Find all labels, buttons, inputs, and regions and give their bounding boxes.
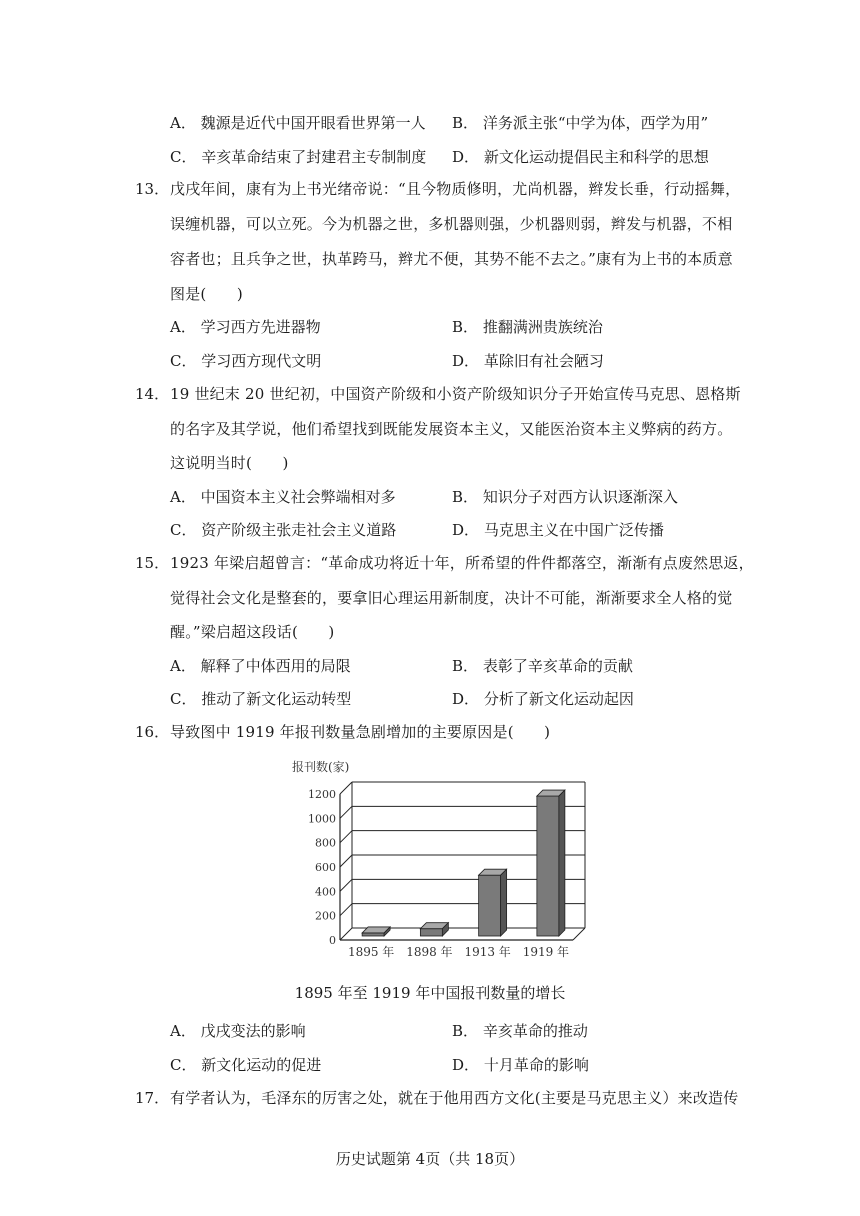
gridline-side (340, 879, 352, 891)
q15-option-a: A． 解释了中体西用的局限 (170, 657, 351, 675)
bar-side-3 (559, 790, 565, 936)
y-tick-label: 1000 (308, 812, 336, 826)
q12-option-d: D． 新文化运动提倡民主和科学的思想 (452, 148, 709, 166)
q13-stem-line: 容者也；且兵争之世，执革跨马，辫尤不便，其势不能不去之。”康有为上书的本质意 (170, 250, 733, 268)
q13-number: 13． (135, 180, 170, 198)
q14-option-b: B． 知识分子对西方认识逐渐深入 (452, 488, 678, 506)
q16-stem-line: 导致图中 1919 年报刊数量急剧增加的主要原因是( ) (170, 723, 551, 741)
q16-number: 16． (135, 723, 170, 741)
q12-option-c: C． 辛亥革命结束了封建君主专制制度 (170, 148, 427, 166)
gridline-side (340, 831, 352, 843)
y-tick-label: 200 (315, 909, 336, 923)
q13-stem-line: 戊戌年间，康有为上书光绪帝说：“且今物质修明，尤尚机器，辫发长垂，行动摇舞， (170, 180, 741, 198)
y-tick-label: 600 (315, 861, 336, 874)
bar-chart-svg (290, 757, 590, 972)
y-tick-label: 800 (315, 836, 336, 850)
q13-option-d: D． 革除旧有社会陋习 (452, 352, 604, 370)
gridline-side (340, 904, 352, 916)
y-tick-label: 1200 (308, 788, 336, 801)
q15-option-b: B． 表彰了辛亥革命的贡献 (452, 657, 633, 675)
x-tick-label: 1898 年 (406, 945, 453, 959)
q14-number: 14． (135, 385, 170, 403)
q12-option-b: B． 洋务派主张“中学为体，西学为用” (452, 114, 709, 132)
gridline-side (340, 855, 352, 867)
q13-stem-line: 图是( ) (170, 285, 243, 303)
chart-caption: 1895 年至 1919 年中国报刊数量的增长 (294, 984, 566, 1002)
bar-0 (362, 933, 384, 936)
q17-stem-line: 有学者认为，毛泽东的厉害之处，就在于他用西方文化(主要是马克思主义）来改造传 (170, 1089, 739, 1107)
y-axis-title: 报刊数(家) (292, 760, 350, 774)
q15-option-c: C． 推动了新文化运动转型 (170, 690, 352, 708)
q13-option-a: A． 学习西方先进器物 (170, 318, 321, 336)
q15-number: 15． (135, 554, 170, 572)
q14-stem-line: 这说明当时( ) (170, 454, 289, 472)
q17-number: 17． (135, 1089, 170, 1107)
q16-option-c: C． 新文化运动的促进 (170, 1056, 322, 1074)
y-tick-label: 0 (329, 934, 336, 947)
q14-stem-line: 19 世纪末 20 世纪初，中国资产阶级和小资产阶级知识分子开始宣传马克思、恩格斯 (170, 385, 741, 403)
q16-option-a: A． 戊戌变法的影响 (170, 1022, 306, 1040)
bar-side-2 (501, 869, 507, 936)
newspaper-count-chart (290, 757, 590, 972)
q13-option-b: B． 推翻满洲贵族统治 (452, 318, 603, 336)
q14-stem-line: 的名字及其学说，他们希望找到既能发展资本主义，又能医治资本主义弊病的药方。 (170, 420, 733, 438)
q12-option-a: A． 魏源是近代中国开眼看世界第一人 (170, 114, 426, 132)
q14-option-d: D． 马克思主义在中国广泛传播 (452, 521, 664, 539)
q13-stem-line: 误缠机器，可以立死。今为机器之世，多机器则强，少机器则弱，辫发与机器，不相 (170, 215, 733, 233)
bar-3 (537, 796, 559, 936)
x-tick-label: 1913 年 (464, 945, 511, 959)
q13-option-c: C． 学习西方现代文明 (170, 352, 322, 370)
q14-option-c: C． 资产阶级主张走社会主义道路 (170, 521, 397, 539)
q15-stem-line: 觉得社会文化是整套的，要拿旧心理运用新制度，决计不可能，渐渐要求全人格的觉 (170, 589, 733, 607)
q15-stem-line: 1923 年梁启超曾言：“革命成功将近十年，所希望的件件都落空，渐渐有点废然思返， (170, 554, 754, 572)
q15-stem-line: 醒。”梁启超这段话( ) (170, 623, 335, 641)
bar-1 (420, 929, 442, 936)
q14-option-a: A． 中国资本主义社会弊端相对多 (170, 488, 396, 506)
gridline-side (340, 806, 352, 818)
page-footer: 历史试题第 4页（共 18页） (335, 1150, 525, 1168)
x-tick-label: 1919 年 (522, 945, 570, 959)
q16-option-b: B． 辛亥革命的推动 (452, 1022, 588, 1040)
q15-option-d: D． 分析了新文化运动起因 (452, 690, 634, 708)
x-tick-label: 1895 年 (347, 945, 395, 959)
q16-option-d: D． 十月革命的影响 (452, 1056, 589, 1074)
floor-right-edge (573, 928, 585, 940)
y-tick-label: 400 (315, 885, 336, 899)
bar-2 (479, 875, 501, 936)
gridline-side (340, 782, 352, 794)
gridline-side (340, 928, 352, 940)
